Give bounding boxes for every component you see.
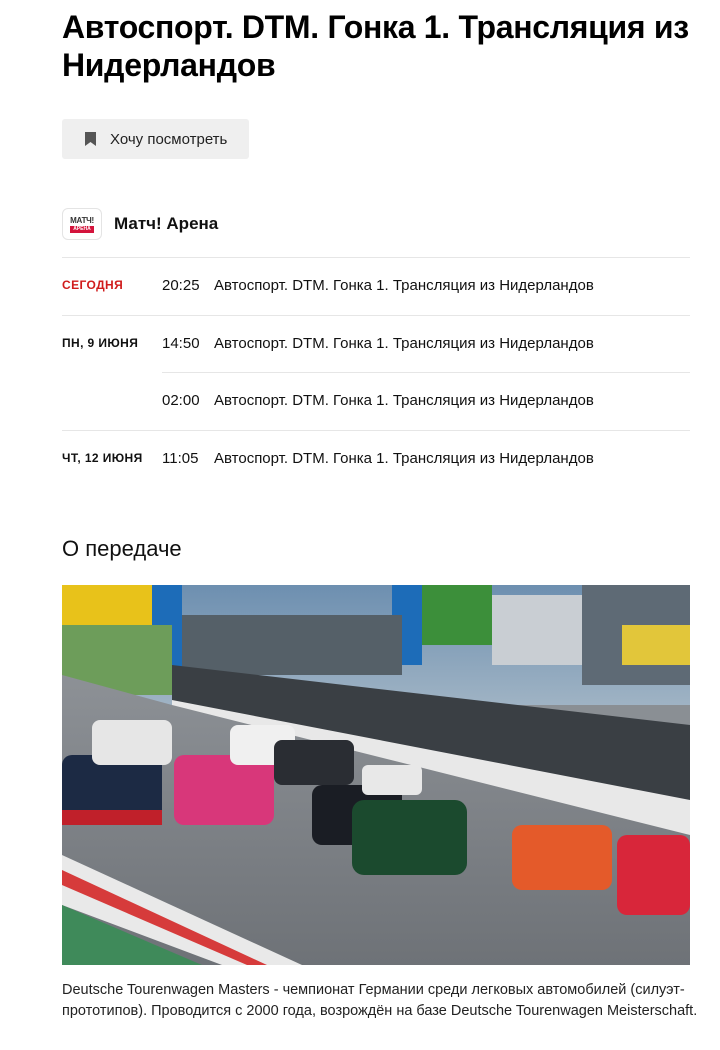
schedule-time: 02:00 xyxy=(162,392,200,409)
schedule-time: 20:25 xyxy=(162,277,200,294)
schedule-row xyxy=(62,257,690,315)
schedule-program-link[interactable]: Автоспорт. DTM. Гонка 1. Трансляция из Нидерландов xyxy=(214,277,594,294)
schedule-list xyxy=(62,257,690,487)
schedule-date: ЧТ, 12 ИЮНЯ xyxy=(62,450,143,465)
channel-header[interactable] xyxy=(62,208,218,240)
channel-name[interactable]: Матч! Арена xyxy=(114,214,219,233)
bookmark-icon xyxy=(85,132,96,146)
page-title: Автоспорт. DTM. Гонка 1. Трансляция из Нидерландов xyxy=(62,9,689,83)
want-to-watch-button[interactable] xyxy=(62,119,249,159)
schedule-program-link[interactable]: Автоспорт. DTM. Гонка 1. Трансляция из Нидерландов xyxy=(214,392,594,409)
channel-logo-bottom: АРЕНА xyxy=(70,226,94,233)
schedule-row xyxy=(62,315,690,373)
schedule-time: 11:05 xyxy=(162,449,199,467)
about-heading: О передаче xyxy=(62,536,182,561)
schedule-time: 14:50 xyxy=(162,334,200,352)
schedule-date: ПН, 9 ИЮНЯ xyxy=(62,335,139,350)
channel-logo[interactable] xyxy=(62,208,102,240)
program-photo xyxy=(62,585,690,965)
schedule-program-link[interactable]: Автоспорт. DTM. Гонка 1. Трансляция из Нидерландов xyxy=(214,334,594,352)
want-to-watch-label: Хочу посмотреть xyxy=(110,130,228,148)
schedule-row xyxy=(62,372,690,430)
channel-logo-top: МАТЧ! xyxy=(70,215,94,225)
program-description: Deutsche Tourenwagen Masters - чемпионат Германии среди легковых автомобилей (силуэт-прототипов). Проводится с 2000 года, возрождён на базе Deutsche Tourenwagen Meisterschaft. xyxy=(62,982,698,1019)
schedule-program-link[interactable]: Автоспорт. DTM. Гонка 1. Трансляция из Нидерландов xyxy=(214,449,594,467)
race-car xyxy=(62,755,162,825)
schedule-row xyxy=(62,430,690,488)
schedule-date: СЕГОДНЯ xyxy=(62,278,124,292)
